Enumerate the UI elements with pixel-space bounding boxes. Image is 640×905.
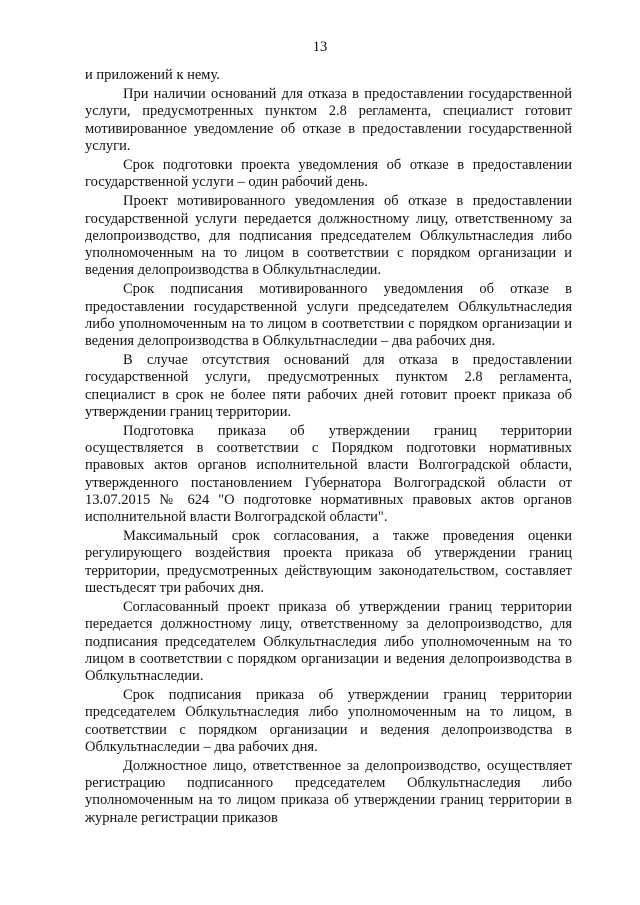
paragraph: Проект мотивированного уведомления об отказе в предоставлении государственной услуги передается должностному лицу, ответственному за делопроизводство, для подписания председателем Облкультнаследия либо уполномоченным на то лицом в соответствии с порядком организации и ведения делопроизводства в Облкультнаследии.	[85, 193, 572, 279]
paragraph: Срок подписания приказа об утверждении границ территории председателем Облкультнаследия либо уполномоченным на то лицом, в соответствии с порядком организации и ведения делопроизводства в Облкультнаследии – два рабочих дня.	[85, 687, 572, 755]
paragraph: В случае отсутствия оснований для отказа в предоставлении государственной услуги, предусмотренных пунктом 2.8 регламента, специалист в срок не более пяти рабочих дней готовит проект приказа об утверждении границ территории.	[85, 352, 572, 420]
paragraph: Согласованный проект приказа об утверждении границ территории передается должностному лицу, ответственному за делопроизводство, для подписания председателем Облкультнаследия либо уполномоченным на то лицом в соответствии с порядком организации и ведения делопроизводства в Облкультнаследии.	[85, 599, 572, 684]
page-number: 13	[312, 39, 328, 55]
document-body	[85, 67, 572, 827]
paragraph: Максимальный срок согласования, а также проведения оценки регулирующего воздействия проекта приказа об утверждении границ территории, предусмотренных действующим законодательством, составляет шестьдесят три рабочих дня.	[85, 528, 572, 596]
paragraph-continuation: и приложений к нему.	[85, 67, 220, 83]
paragraph: Срок подготовки проекта уведомления об отказе в предоставлении государственной услуги – один рабочий день.	[85, 157, 572, 191]
paragraph: Должностное лицо, ответственное за делопроизводство, осуществляет регистрацию подписанного председателем Облкультнаследия либо уполномоченным на то лицом приказа об утверждении границ территории в журнале регистрации приказов	[85, 757, 572, 826]
paragraph: Срок подписания мотивированного уведомления об отказе в предоставлении государственной услуги председателем Облкультнаследия либо уполномоченным на то лицом в соответствии с порядком организации и ведения делопроизводства в Облкультнаследии – два рабочих дня.	[85, 281, 572, 350]
paragraph: При наличии оснований для отказа в предоставлении государственной услуги, предусмотренных пунктом 2.8 регламента, специалист готовит мотивированное уведомление об отказе в предоставлении государственной услуги.	[85, 86, 572, 154]
paragraph: Подготовка приказа об утверждении границ территории осуществляется в соответствии с Порядком подготовки нормативных правовых актов органов исполнительной власти Волгоградской области, утвержденного постановлением Губернатора Волгоградской области от 13.07.2015 № 624 "О подготовке нормативных правовых актов органов исполнительной власти Волгоградской области".	[85, 423, 572, 526]
